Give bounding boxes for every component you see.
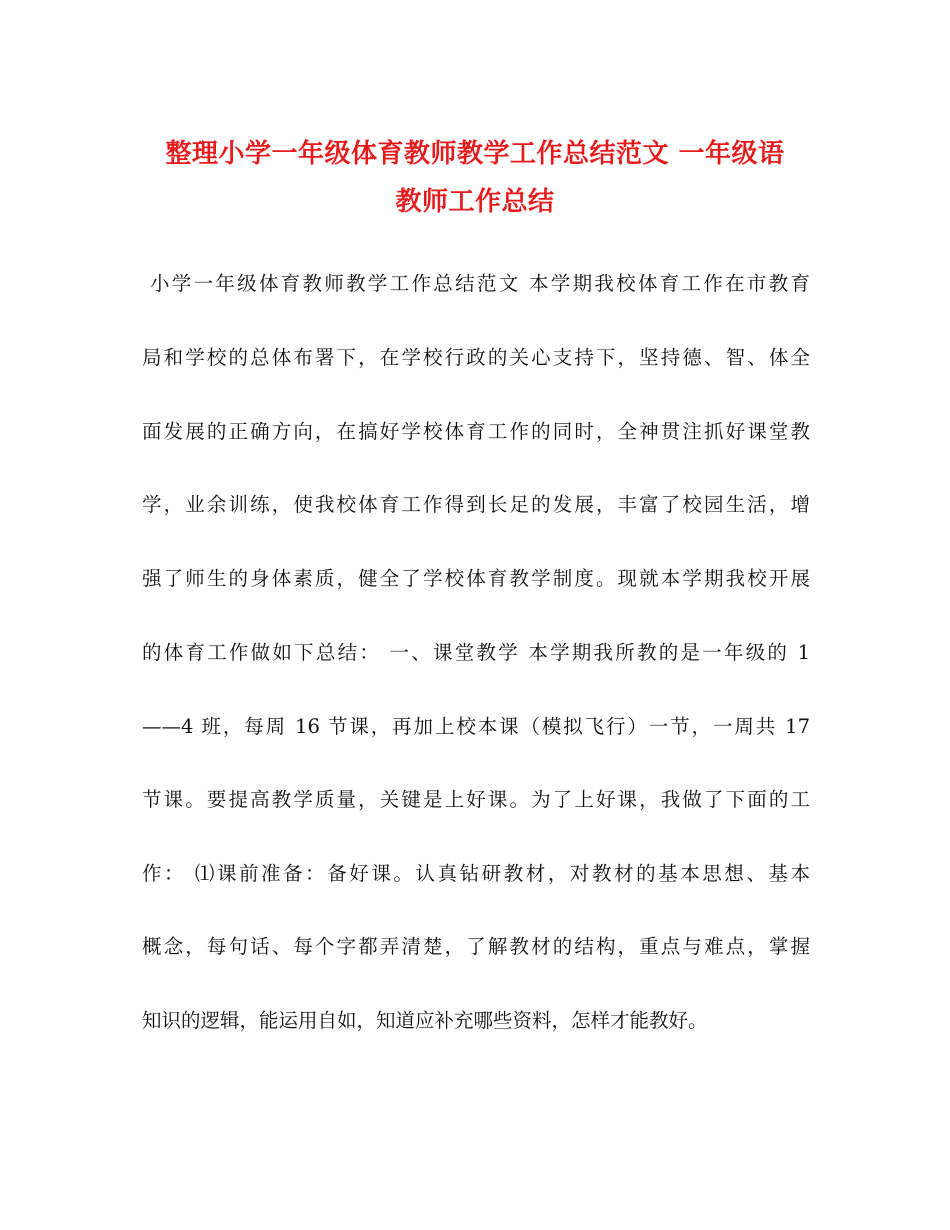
body-line-6: 的体育工作做如下总结： 一、课堂教学 本学期我所教的是一年级的 1 bbox=[142, 641, 810, 664]
body-line-11: 知识的逻辑，能运用自如，知道应补充哪些资料，怎样才能教好。 bbox=[142, 1009, 708, 1032]
body-line-1: 小学一年级体育教师教学工作总结范文 本学期我校体育工作在市教育 bbox=[150, 272, 810, 295]
body-line-7: ——4 班，每周 16 节课，再加上校本课（模拟飞行）一节，一周共 17 bbox=[142, 715, 810, 738]
body-line-4: 学，业余训练，使我校体育工作得到长足的发展，丰富了校园生活，增 bbox=[142, 493, 810, 516]
document-title-line-1: 整理小学一年级体育教师教学工作总结范文 一年级语 bbox=[165, 139, 785, 169]
body-line-8: 节课。要提高教学质量，关键是上好课。为了上好课，我做了下面的工 bbox=[142, 788, 810, 811]
body-line-2: 局和学校的总体布署下，在学校行政的关心支持下，坚持德、智、体全 bbox=[142, 346, 810, 369]
body-line-3: 面发展的正确方向，在搞好学校体育工作的同时，全神贯注抓好课堂教 bbox=[142, 420, 810, 443]
document-title-line-2: 教师工作总结 bbox=[395, 187, 555, 217]
body-line-5: 强了师生的身体素质，健全了学校体育教学制度。现就本学期我校开展 bbox=[142, 567, 810, 590]
body-line-9: 作： ⑴课前准备：备好课。认真钻研教材，对教材的基本思想、基本 bbox=[142, 862, 810, 885]
body-line-10: 概念，每句话、每个字都弄清楚，了解教材的结构，重点与难点，掌握 bbox=[142, 935, 810, 958]
